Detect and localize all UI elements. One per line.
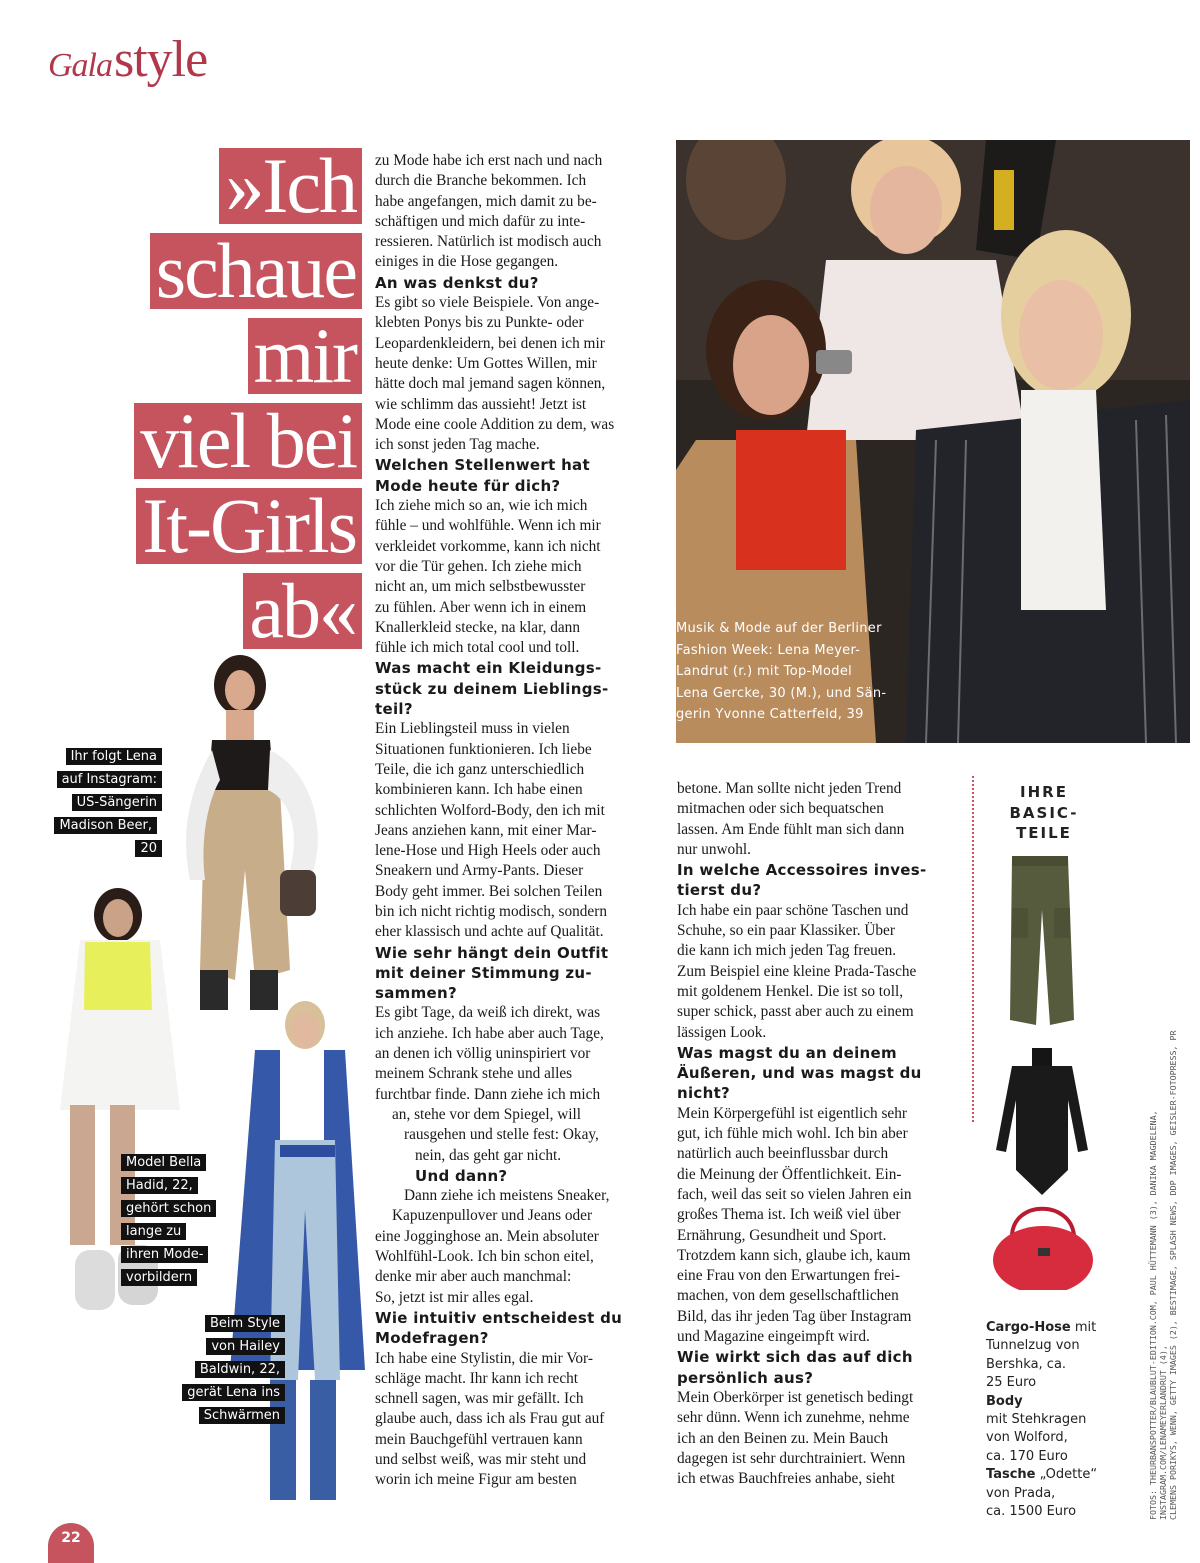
caption-line — [40, 791, 162, 814]
basics-item-desc: ca. 1500 Euro — [986, 1504, 1077, 1520]
question-line: Wie intuitiv entscheidest du — [375, 1308, 623, 1327]
text-line: lassen. Am Ende fühlt man sich dann — [677, 820, 905, 838]
text-line: großes Thema ist. Ich weiß viel über — [677, 1206, 901, 1224]
question-line: mit deiner Stimmung zu- — [375, 963, 592, 982]
photo-caption-line: Landrut (r.) mit Top-Model — [676, 664, 853, 679]
basics-line — [986, 1429, 1104, 1447]
page-number: 22 — [48, 1523, 94, 1563]
text-line: worin ich meine Figur am besten — [375, 1471, 577, 1489]
basics-title-line: TEILE — [1016, 824, 1072, 842]
text-line: hätte doch mal jemand sagen können, — [375, 375, 606, 393]
caption-text: von Hailey — [206, 1338, 285, 1355]
caption-line — [150, 1335, 285, 1358]
black-body-image — [996, 1048, 1088, 1195]
caption-text: US-Sängerin — [72, 794, 162, 811]
text-line: Ich habe eine Stylistin, die mir Vor- — [375, 1349, 593, 1367]
caption-bella — [121, 1151, 231, 1289]
text-line: Trotzdem kann sich, glaube ich, kaum — [677, 1246, 911, 1264]
text-line: Mein Oberkörper ist genetisch bedingt — [677, 1388, 914, 1406]
text-line: kombinieren kann. Ich habe einen — [375, 781, 583, 799]
text-line: durch die Branche bekommen. Ich — [375, 172, 587, 190]
text-line: mit goldenem Henkel. Die ist so toll, — [677, 982, 904, 1000]
caption-text: Beim Style — [205, 1315, 285, 1332]
text-line: meinem Schrank stehe und alles — [375, 1065, 573, 1083]
basics-item-desc: mit — [1070, 1320, 1097, 1335]
quote-line-text: schaue — [150, 233, 362, 309]
caption-line — [121, 1266, 231, 1289]
text-line: ich an den Beinen zu. Mein Bauch — [677, 1429, 889, 1447]
question-line: Wie wirkt sich das auf dich — [677, 1348, 913, 1367]
text-line: glaube auch, dass ich als Frau gut auf — [375, 1410, 605, 1428]
text-line: vor die Tür gehen. Ich ziehe mich — [375, 557, 582, 575]
quote-line — [100, 227, 362, 314]
caption-line — [150, 1381, 285, 1404]
text-line: furchtbar finde. Dann ziehe ich mich — [375, 1085, 601, 1103]
basics-item-desc: mit Stehkragen — [986, 1412, 1087, 1428]
text-line: Schuhe, so ein paar Klassiker. Über — [677, 922, 895, 940]
caption-line — [121, 1220, 231, 1243]
basics-item-desc: Tunnelzug von — [986, 1338, 1080, 1354]
basics-line — [986, 1356, 1104, 1374]
question-line: Welchen Stellenwert hat — [375, 456, 590, 475]
madison-beer-figure — [186, 655, 318, 1010]
text-line: natürlich auch beeinflussbar durch — [677, 1145, 889, 1163]
text-line: Wohlfühl-Look. Ich bin schon eitel, — [375, 1248, 594, 1266]
text-line: bin ich nicht richtig modisch, sondern — [375, 902, 607, 920]
quote-line — [100, 567, 362, 654]
text-line: Ich ziehe mich so an, wie ich mich — [375, 497, 588, 515]
text-line: wie schlimm das aussieht! Jetzt ist — [375, 395, 587, 413]
caption-hailey — [150, 1312, 285, 1427]
caption-text: Ihr folgt Lena — [66, 748, 162, 765]
text-line: sehr dünn. Wenn ich zunehme, nehme — [677, 1409, 910, 1427]
basics-line — [986, 1466, 1104, 1484]
basics-item-desc: von Wolford, — [986, 1430, 1068, 1446]
photo-caption-line: Lena Gercke, 30 (M.), und Sän- — [676, 685, 887, 701]
caption-text: vorbildern — [121, 1269, 197, 1286]
question-line: Und dann? — [415, 1166, 508, 1185]
question-line: stück zu deinem Lieblings- — [375, 679, 609, 698]
caption-line — [40, 768, 162, 791]
text-line: fühle ich mich total cool und toll. — [375, 639, 580, 657]
quote-line-text: »Ich — [219, 148, 362, 224]
photo-caption — [676, 618, 906, 726]
text-line: zu Mode habe ich erst nach und nach — [375, 152, 603, 169]
question-line: Modefragen? — [375, 1329, 489, 1348]
caption-text: Schwärmen — [199, 1407, 285, 1424]
photo-caption-line: Fashion Week: Lena Meyer- — [676, 642, 861, 658]
caption-text: ihren Mode- — [121, 1246, 208, 1263]
text-line: Body geht immer. Bei solchen Teilen — [375, 882, 603, 900]
basics-title-line: BASIC- — [1009, 803, 1079, 822]
basics-line — [986, 1448, 1104, 1466]
text-line: eher klassisch und achte auf Qualität. — [375, 923, 604, 941]
text-line: lene-Hose und High Heels oder auch — [375, 842, 601, 860]
question-line: sammen? — [375, 984, 457, 1003]
text-line: Ernährung, Gesundheit und Sport. — [677, 1226, 887, 1244]
quote-line-text: mir — [248, 318, 362, 394]
quote-line — [100, 142, 362, 229]
red-bag-image — [993, 1209, 1093, 1290]
photo-caption-line: gerin Yvonne Catterfeld, 39 — [676, 707, 864, 722]
caption-line — [121, 1174, 231, 1197]
credit-line: CLEMENS PORIKYS, WENN, GETTY IMAGES (2), BESTIMAGE, SPLASH NEWS, DDP IMAGES, GEISLER-FOTOPRESS, PR — [1168, 1030, 1178, 1520]
caption-line — [40, 814, 162, 860]
cargo-pants-image — [1010, 856, 1074, 1025]
text-line: super schick, passt aber auch zu einem — [677, 1003, 914, 1021]
text-line: Mein Körpergefühl ist eigentlich sehr — [677, 1104, 907, 1122]
text-line: an denen ich völlig uninspiriert vor — [375, 1045, 591, 1063]
caption-text: auf Instagram: — [57, 771, 162, 788]
text-line: klebten Ponys bis zu Punkte- oder — [375, 314, 584, 332]
caption-text: gehört schon — [121, 1200, 216, 1217]
basics-line — [986, 1319, 1104, 1337]
text-line: heute denke: Um Gottes Willen, mir — [375, 354, 597, 372]
caption-line — [150, 1358, 285, 1381]
caption-line — [150, 1404, 285, 1427]
text-line: Zum Beispiel eine kleine Prada-Tasche — [677, 962, 917, 980]
text-line: Ich habe ein paar schöne Taschen und — [677, 901, 909, 919]
caption-text: lange zu — [121, 1223, 186, 1240]
basics-item-desc: „Odette“ — [1035, 1467, 1098, 1483]
basics-text — [986, 1319, 1104, 1521]
text-line: Bild, das ihr jeden Tag über Instagram — [677, 1307, 912, 1325]
text-line: Kapuzenpullover und Jeans oder — [392, 1207, 593, 1225]
photo-caption-line: Musik & Mode auf der Berliner — [676, 621, 882, 636]
text-line: denke mir aber auch manchmal: — [375, 1268, 572, 1286]
caption-text: Madison Beer, 20 — [54, 817, 162, 857]
text-line: verkleidet vorkomme, kann ich nicht — [375, 537, 601, 555]
text-line: Leopardenkleidern, bei denen ich mir — [375, 334, 605, 352]
caption-madison — [40, 745, 162, 860]
question-line: Was magst du an deinem — [677, 1043, 897, 1062]
quote-line-text: ab« — [243, 573, 362, 649]
text-line: rausgehen und stelle fest: Okay, — [404, 1126, 599, 1144]
basics-products — [990, 850, 1098, 1290]
quote-line — [100, 397, 362, 484]
basics-line — [986, 1393, 1104, 1411]
question-line: In welche Accessoires inves- — [677, 861, 927, 880]
text-line: lässigen Look. — [677, 1023, 767, 1041]
basics-line — [986, 1337, 1104, 1355]
question-line: tierst du? — [677, 881, 762, 900]
question-line: Mode heute für dich? — [375, 476, 561, 495]
text-line: mitmachen oder sich bequatschen — [677, 800, 884, 818]
question-line: Wie sehr hängt dein Outfit — [375, 943, 609, 962]
masthead-style: style — [114, 31, 208, 88]
question-line: persönlich aus? — [677, 1368, 814, 1387]
text-line: einiges in die Hose gegangen. — [375, 253, 559, 271]
text-line: die kann ich mich jeden Tag freuen. — [677, 942, 897, 960]
quote-line-text: viel bei — [134, 403, 362, 479]
text-line: an, stehe vor dem Spiegel, will — [392, 1105, 582, 1123]
pull-quote — [100, 142, 362, 658]
text-line: schläge macht. Ihr kann ich recht — [375, 1369, 579, 1387]
text-line: Sneakern und Army-Pants. Dieser — [375, 862, 584, 880]
text-line: zu fühlen. Aber wenn ich in einem — [375, 598, 587, 616]
text-line: Jeans anziehen kann, mit einer Mar- — [375, 821, 597, 839]
quote-line-text: It-Girls — [136, 488, 362, 564]
text-line: dagegen ist sehr durchtrainiert. Wenn — [677, 1449, 906, 1467]
basics-item-desc: von Prada, — [986, 1485, 1056, 1501]
magazine-masthead — [48, 30, 207, 89]
text-line: ressieren. Natürlich ist modisch auch — [375, 233, 602, 251]
text-line: ich sonst jeden Tag mache. — [375, 436, 540, 454]
question-line: teil? — [375, 700, 413, 719]
text-line: Dann ziehe ich meistens Sneaker, — [404, 1187, 610, 1205]
caption-line — [150, 1312, 285, 1335]
basics-title-line: IHRE — [1020, 783, 1068, 801]
text-line: Knallerkleid stecke, na klar, dann — [375, 618, 580, 636]
text-line: eine Jogginghose an. Mein absoluter — [375, 1227, 599, 1245]
article-column-2 — [677, 779, 962, 1489]
caption-line — [121, 1151, 231, 1174]
question-line: An was denkst du? — [375, 273, 539, 292]
basics-item-name: Cargo-Hose — [986, 1320, 1071, 1335]
text-line: gut, ich fühle mich wohl. Ich bin aber — [677, 1125, 908, 1143]
text-line: ich anziehe. Ich habe aber auch Tage, — [375, 1024, 604, 1042]
text-line: betone. Man sollte nicht jeden Trend — [677, 780, 902, 797]
caption-line — [121, 1197, 231, 1220]
text-line: ich etwas Bauchfreies anhabe, sieht — [677, 1470, 895, 1488]
basics-line — [986, 1374, 1104, 1392]
caption-text: Model Bella — [121, 1154, 206, 1171]
basics-line — [986, 1503, 1104, 1521]
text-line: fühle – und wohlfühle. Wenn ich mir — [375, 517, 601, 535]
quote-line — [100, 482, 362, 569]
photo-credits — [1148, 960, 1200, 1520]
text-line: Es gibt Tage, da weiß ich direkt, was — [375, 1004, 601, 1022]
caption-text: Baldwin, 22, — [195, 1361, 285, 1378]
text-line: So, jetzt ist mir alles egal. — [375, 1288, 534, 1306]
text-line: nur unwohl. — [677, 840, 751, 858]
masthead-gala: Gala — [48, 47, 112, 84]
text-line: und Magazine eingeimpft wird. — [677, 1328, 870, 1346]
text-line: Teile, die ich ganz unterschiedlich — [375, 760, 585, 778]
text-line: Es gibt so viele Beispiele. Von ange- — [375, 294, 600, 312]
basics-line — [986, 1485, 1104, 1503]
question-line: nicht? — [677, 1084, 731, 1103]
caption-text: Hadid, 22, — [121, 1177, 198, 1194]
article-column-1 — [375, 151, 660, 1491]
text-line: die Meinung der Öffentlichkeit. Ein- — [677, 1165, 902, 1183]
text-line: Ein Lieblingsteil muss in vielen — [375, 720, 570, 738]
basics-item-name: Tasche — [986, 1467, 1036, 1483]
text-line: schäftigen und mich dafür zu inte- — [375, 212, 586, 230]
text-line: Mode eine coole Addition zu dem, was — [375, 415, 615, 433]
caption-text: gerät Lena ins — [182, 1384, 285, 1401]
text-line: fach, weil das seit so vielen Jahren ein — [677, 1185, 912, 1203]
text-line: habe angefangen, mich damit zu be- — [375, 192, 597, 210]
quote-line — [100, 312, 362, 399]
question-line: Äußeren, und was magst du — [677, 1064, 922, 1083]
caption-line — [40, 745, 162, 768]
text-line: eine Frau von den Erwartungen frei- — [677, 1267, 900, 1285]
text-line: nicht an, um mich selbstbewusster — [375, 578, 586, 596]
caption-line — [121, 1243, 231, 1266]
basics-item-desc: Bershka, ca. — [986, 1356, 1067, 1372]
basics-line — [986, 1411, 1104, 1429]
text-line: machen, von dem gesellschaftlichen — [677, 1287, 899, 1305]
text-line: mein Bauchgefühl vertrauen kann — [375, 1430, 583, 1448]
credit-line: FOTOS: THEURBANSPOTTER/BLAUBLUT-EDITION.COM, PAUL HÜTTEMANN (3), DANIKA MAGDELENA, INSTAGRAM.COM/LENAMEYERLANDRUT (4), — [1148, 1110, 1168, 1520]
text-line: schlichten Wolford-Body, den ich mit — [375, 801, 605, 819]
text-line: und selbst weiß, was mir steht und — [375, 1451, 587, 1468]
text-line: Situationen funktionieren. Ich liebe — [375, 740, 592, 758]
basics-title — [990, 782, 1098, 844]
text-line: nein, das geht gar nicht. — [415, 1146, 562, 1164]
basics-item-desc: ca. 170 Euro — [986, 1448, 1068, 1464]
question-line: Was macht ein Kleidungs- — [375, 659, 602, 678]
basics-item-desc: 25 Euro — [986, 1375, 1037, 1391]
text-line: schnell sagen, was mir gefällt. Ich — [375, 1390, 584, 1408]
basics-item-name: Body — [986, 1393, 1023, 1409]
